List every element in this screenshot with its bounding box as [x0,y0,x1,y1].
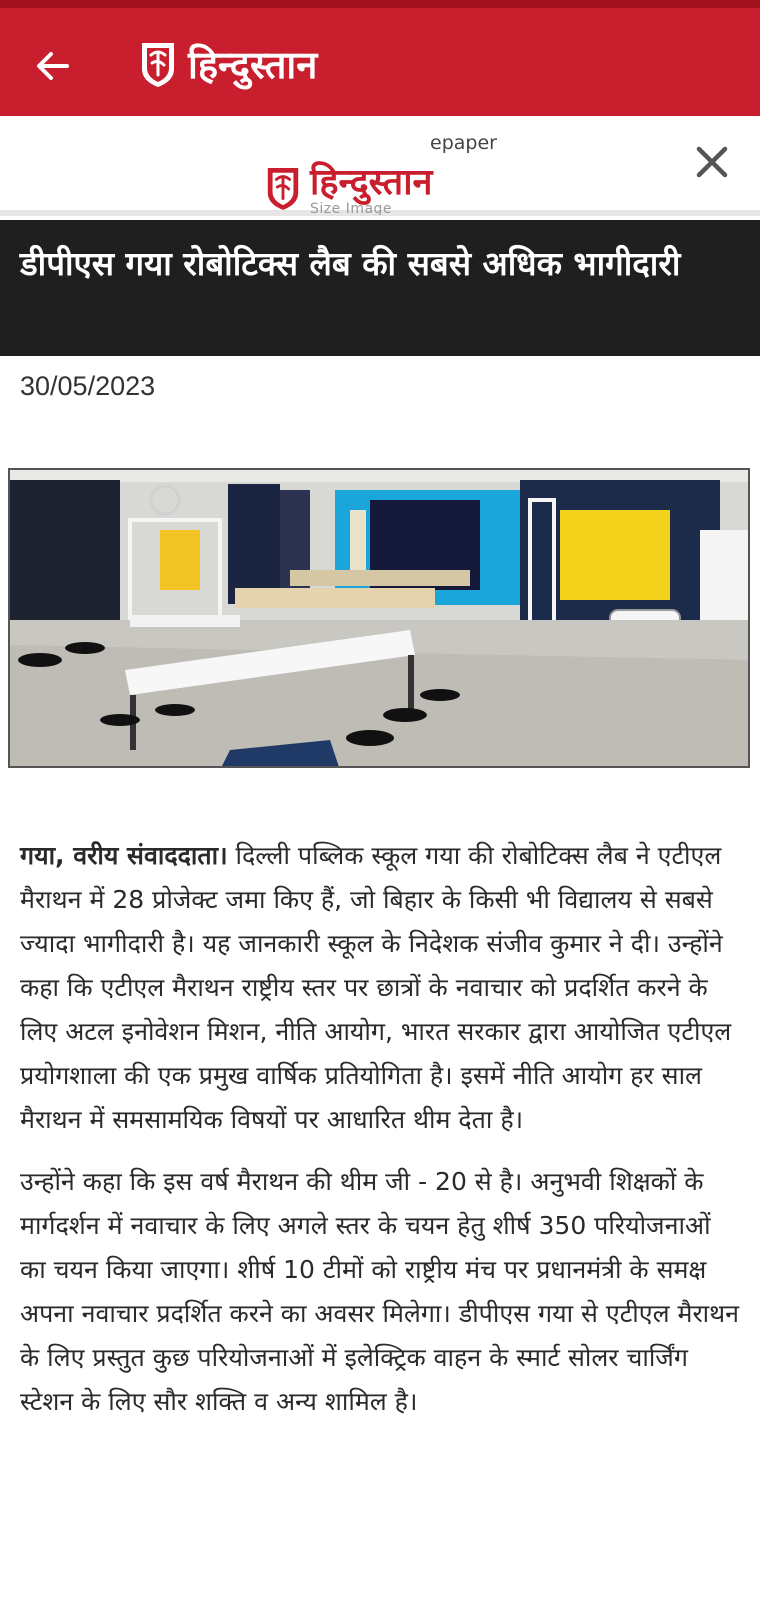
app-bar [0,0,760,116]
epaper-brand-name: हिन्दुस्तान [310,162,433,203]
article-date: 30/05/2023 [20,371,156,401]
close-button[interactable] [690,140,734,184]
brand-logo-icon [138,39,178,89]
article-paragraph-2: उन्होंने कहा कि इस वर्ष मैराथन की थीम जी - 20 से है। अनुभवी शिक्षकों के मार्गदर्शन में नवाचार के लिए अगले स्तर के चयन हेतु शीर्ष 350 परियोजनाओं का चयन किया जाएगा। शीर्ष 10 टीमों को राष्ट्रीय मंच पर प्रधानमंत्री के समक्ष अपना नवाचार प्रदर्शित करने का अवसर मिलेगा। डीपीएस गया से एटीएल मैराथन के लिए प्रस्तुत कुछ परियोजनाओं में इलेक्ट्रिक वाहन के स्मार्ट सोलर चार्जिंग स्टेशन के लिए सौर शक्ति व अन्य शामिल है। [20,1167,739,1416]
epaper-brand [262,132,502,212]
article-body [20,834,742,1442]
article-photo[interactable] [8,468,750,768]
close-icon [695,145,729,179]
article-paragraph-1 [20,834,742,1142]
article-dateline: गया, वरीय संवाददाता। [20,841,228,870]
ghost-toolbar-text: Size Image [310,201,393,215]
epaper-label: epaper [430,132,497,154]
article-headline: डीपीएस गया रोबोटिक्स लैब की सबसे अधिक भागीदारी [20,244,681,283]
brand-name: हिन्दुस्तान [188,43,318,87]
back-button[interactable] [30,48,74,84]
paragraph-1-text: दिल्ली पब्लिक स्कूल गया की रोबोटिक्स लैब ने एटीएल मैराथन में 28 प्रोजेक्ट जमा किए हैं, जो बिहार के किसी भी विद्यालय से सबसे ज्यादा भागीदारी है। यह जानकारी स्कूल के निदेशक संजीव कुमार ने दी। उन्होंने कहा कि एटीएल मैराथन राष्ट्रीय स्तर पर छात्रों के नवाचार को प्रदर्शित करने के लिए अटल इनोवेशन मिशन, नीति आयोग, भारत सरकार द्वारा आयोजित एटीएल प्रयोगशाला की एक प्रमुख वार्षिक प्रतियोगिता है। इसमें नीति आयोग हर साल मैराथन में समसामयिक विषयों पर आधारित थीम देता है। [20,841,732,1134]
headline-block [0,220,760,356]
brand [138,38,317,90]
back-arrow-icon [35,51,69,81]
classroom-photo [10,470,750,768]
epaper-logo-icon [264,164,302,212]
